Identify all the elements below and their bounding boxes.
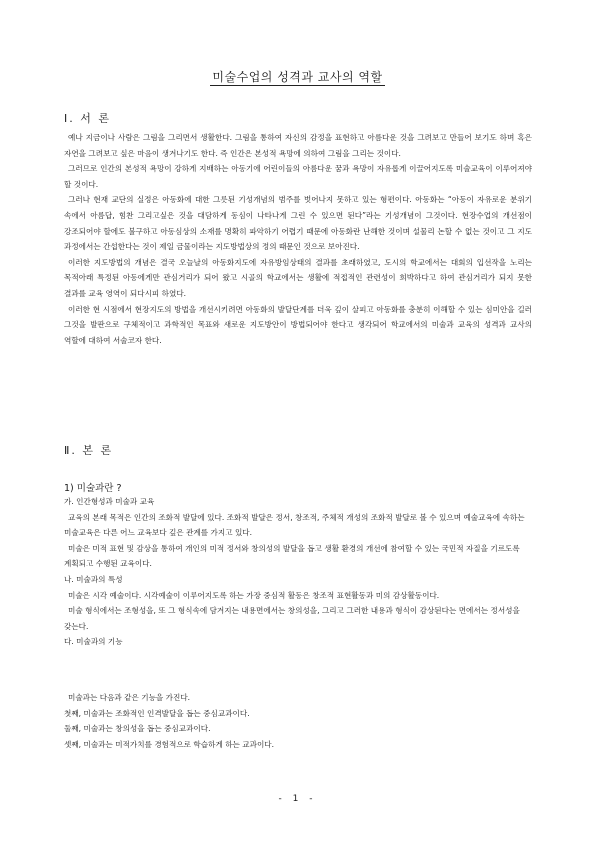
function-item: 셋째, 미술과는 미적가치를 경험적으로 학습하게 하는 교과이다.: [64, 739, 275, 749]
intro-paragraph: 예나 지금이나 사람은 그림을 그리면서 생활한다. 그림을 통하여 자신의 감정을 표현하고 아름다운 것을 그려보고 만들어 보기도 하며 혹은 자연을 그려보고 싶은 마음이 생겨나기도 한다. 즉 인간은 본성적 욕망에 의하여 그림을 그리는 것이다.: [64, 133, 532, 158]
intro-heading: Ⅰ. 서 론: [64, 112, 111, 125]
intro-paragraph: 그러나 현재 교단의 실정은 아동화에 대한 그릇된 기성개념의 범주를 벗어나지 못하고 있는 형편이다. 아동화는 “아동이 자유로운 분위기 속에서 아름답, 힘찬 그리고싶은 것을 대담하게 동심이 나타나게 그린 수 있으면 된다”라는 기성개념이 그것이다. 현장수업의 개선점이 강조되어야 할에도 불구하고 아동심상의 소재를 명확히 파악하기 어렵기 때문에 아동화란 난해한 것이며 설물리 논할 수 없는 것이고 그 지도 과정에서는 간섭한다는 것이 제일 금물이라는 지도방법상의 정의 때문인 것으로 보아진다.: [64, 195, 532, 252]
document-title-wrapper: [0, 68, 595, 85]
intro-paragraph: 그러므로 인간의 본성적 욕망이 강하게 지배하는 아동기에 어린이들의 아름다운 꿈과 욕망이 자유롭게 이끌어지도록 미술교육이 이루어져야 할 것이다.: [64, 164, 532, 189]
body-paragraph: 미술은 미적 표현 및 감상을 통하여 개인의 미적 정서와 창의성의 발달을 돕고 생활 환경의 개선에 참여할 수 있는 국민적 자질을 기르도록 계획되고 수행된 교육이다.: [64, 543, 520, 569]
body-paragraph: 미술은 시각 예술이다. 시각예술이 이루어지도록 하는 가장 중심적 활동은 창조적 표현활동과 미의 감상활동이다.: [68, 590, 440, 600]
function-item: 둘째, 미술과는 창의성을 돕는 중심교과이다.: [64, 724, 211, 734]
q1-heading: 1) 미술과란 ?: [64, 483, 122, 494]
intro-paragraph: 이러한 현 시점에서 현장지도의 방법을 개선시키려면 아동화의 발달단계를 더욱 깊이 살피고 아동화를 충분히 이해할 수 있는 심미안을 길러 그것을 발판으로 구체적이고 과학적인 목표와 새로운 지도방안이 방법되어야 한다고 생각되어 학교에서의 미술과 교육의 성격과 교사의 역할에 대하여 서술코자 한다.: [64, 304, 532, 345]
intro-paragraph: 이러한 지도방법의 개념은 결국 오늘날의 아동화지도에 자유방임상태의 결과를 초래하였고, 도시의 학교에서는 대회의 입선작을 노리는 목적아래 특정된 아동에게만 관심거리가 되어 왔고 시골의 학교에서는 생활에 적접적인 관련성이 희박하다고 하여 관심거리가 되지 못한 결과를 교육 영역이 되다시피 하였다.: [64, 257, 532, 298]
document-title: 미술수업의 성격과 교사의 역할: [212, 70, 383, 84]
subsection-heading: 다. 미술과의 기능: [64, 637, 123, 647]
body-paragraph: 교육의 본래 목적은 인간의 조화적 발달에 있다. 조화적 발달은 정서, 창조적, 주체적 개성의 조화적 발달로 볼 수 있으며 예술교육에 속하는 미술교육은 다른 어느 교육보다 깊은 관계를 가지고 있다.: [64, 512, 525, 538]
subsection-heading: 가. 인간형성과 미술과 교육: [64, 497, 155, 506]
body-paragraph: 미술 형식에서는 조형성을, 또 그 형식속에 담겨지는 내용면에서는 창의성을, 그리고 그러한 내용과 형식이 감상된다는 면에서는 정서성을 갖는다.: [64, 606, 520, 631]
main-heading: Ⅱ. 본 론: [64, 444, 114, 457]
q1-body: [64, 494, 532, 650]
page-number: - 1 -: [278, 794, 317, 804]
functions-intro: 미술과는 다음과 같은 기능을 가진다.: [68, 693, 191, 702]
functions-list: [64, 690, 532, 752]
subsection-heading: 나. 미술과의 특성: [64, 574, 123, 584]
intro-body: [64, 130, 532, 348]
function-item: 첫째, 미술과는 조화적인 인격발달을 돕는 중심교과이다.: [64, 708, 250, 718]
